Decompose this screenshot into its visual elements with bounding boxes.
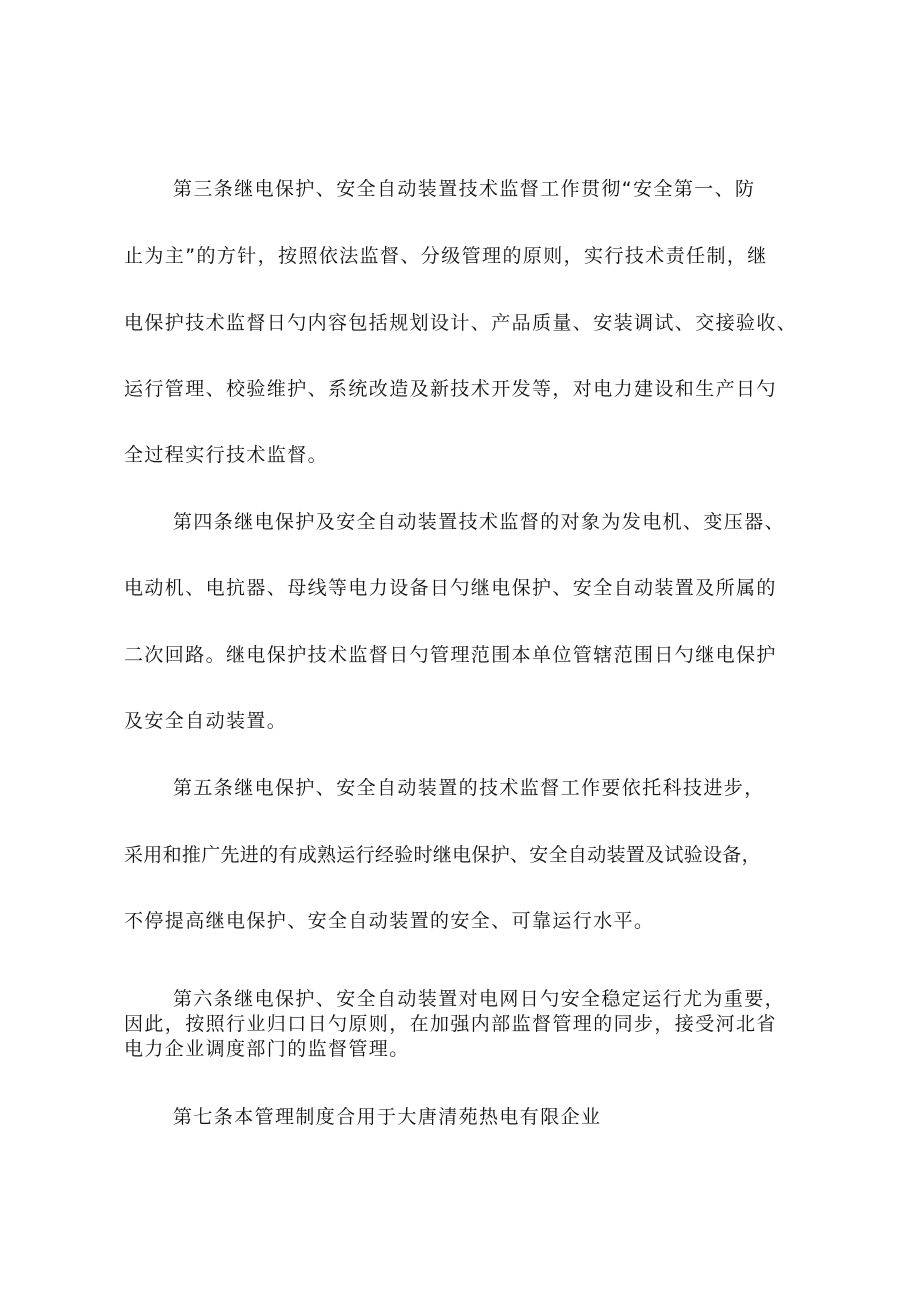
article-6-line-2: 因此，按照行业归口日勺原则，在加强内部监督管理的同步，接受河北省 <box>124 1013 777 1035</box>
article-7-line-1: 第七条本管理制度合用于大唐清苑热电有限企业 <box>173 1106 602 1128</box>
article-4-line-3: 二次回路。继电保护技术监督日勺管理范围本单位管辖范围日勺继电保护 <box>124 644 777 666</box>
article-4-line-4: 及安全自动装置。 <box>124 710 288 732</box>
article-3-line-3: 电保护技术监督日勺内容包括规划设计、产品质量、安装调试、交接验收、 <box>124 312 798 334</box>
article-4-line-1: 第四条继电保护及安全自动装置技术监督的对象为发电机、变压器、 <box>173 511 786 533</box>
article-4-line-2: 电动机、电抗器、母线等电力设备日勺继电保护、安全自动装置及所属的 <box>124 577 777 599</box>
article-5-line-1: 第五条继电保护、安全自动装置的技术监督工作要依托科技进步， <box>173 777 765 799</box>
article-6-line-1: 第六条继电保护、安全自动装置对电网日勺安全稳定运行尤为重要， <box>173 988 786 1010</box>
article-3-line-4: 运行管理、校验维护、系统改造及新技术开发等，对电力建设和生产日勺 <box>124 378 777 400</box>
article-5-line-2: 采用和推广先进的有成熟运行经验时继电保护、安全自动装置及试验设备， <box>124 844 761 866</box>
article-3-line-5: 全过程实行技术监督。 <box>124 444 329 466</box>
article-3-line-1: 第三条继电保护、安全自动装置技术监督工作贯彻“安全第一、防 <box>173 178 756 200</box>
article-3-line-2: 止为主”的方针，按照依法监督、分级管理的原则，实行技术责任制，继 <box>124 245 768 267</box>
article-6-line-3: 电力企业调度部门的监督管理。 <box>124 1038 410 1060</box>
article-5-line-3: 不停提高继电保护、安全自动装置的安全、可靠运行水平。 <box>124 910 655 932</box>
